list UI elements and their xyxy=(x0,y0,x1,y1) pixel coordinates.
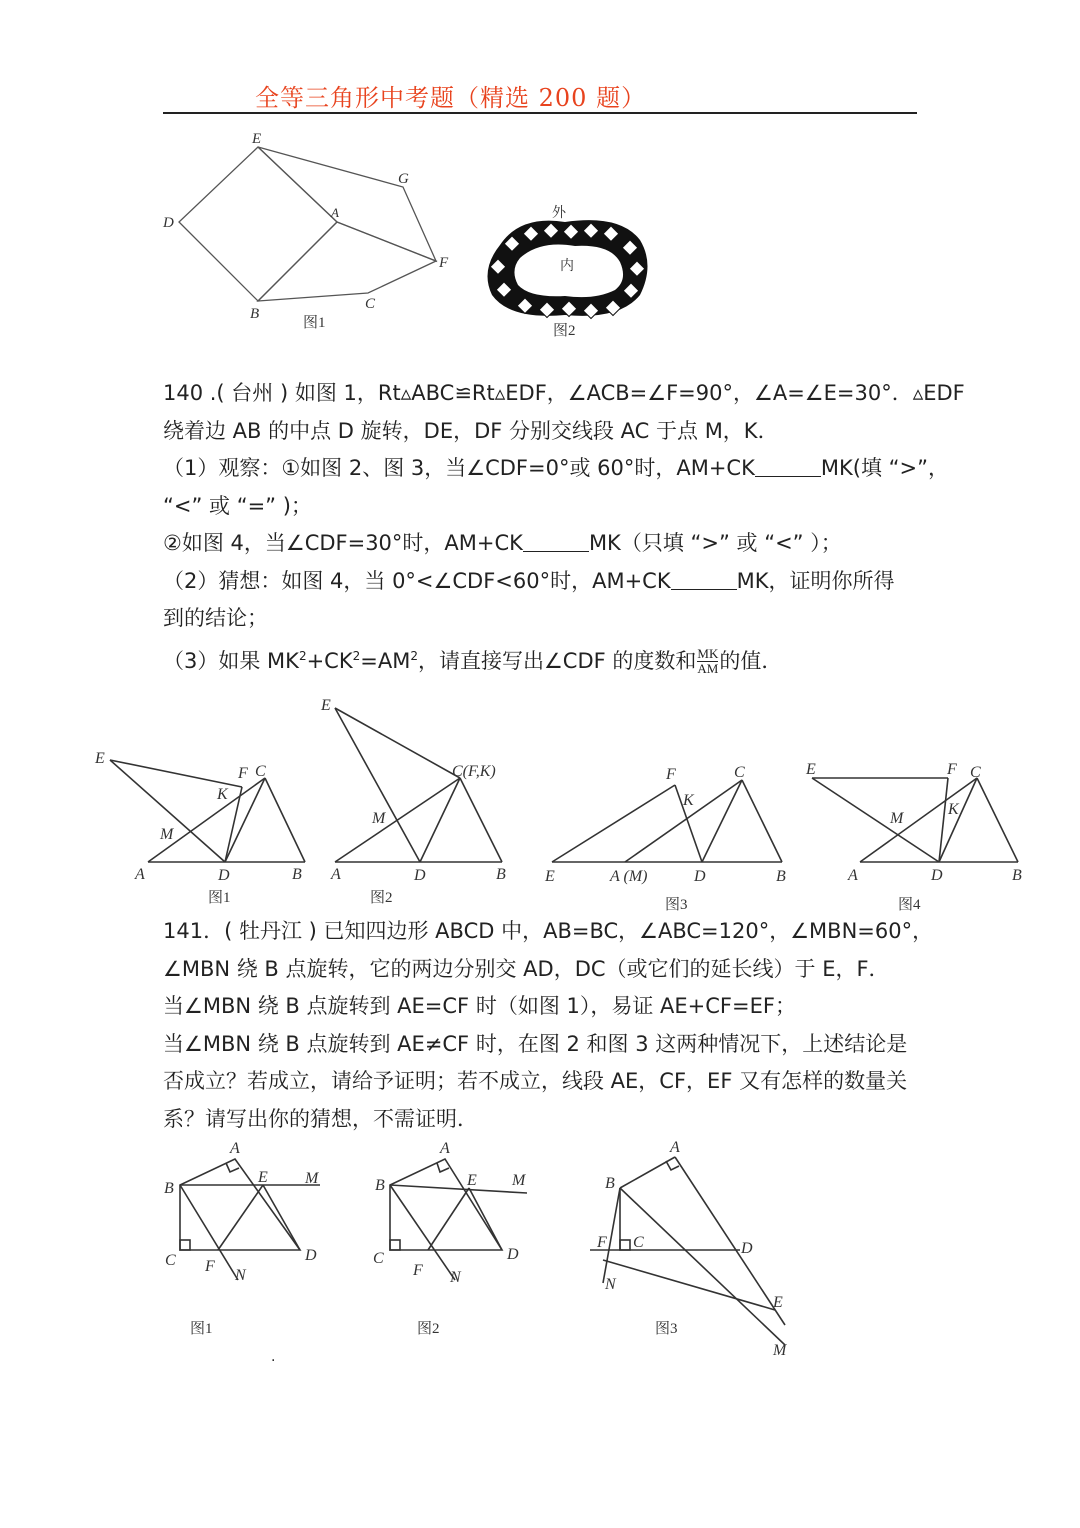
header-divider xyxy=(163,112,917,114)
f141-caption-3: 图3 xyxy=(655,1321,678,1337)
p140-line-2: 绕着边 AB 的中点 D 旋转，DE，DF 分别交线段 AC 于点 M，K． xyxy=(163,418,779,443)
f141-2-B: B xyxy=(375,1177,385,1194)
problem-141 xyxy=(163,913,934,1138)
f141-1-F: F xyxy=(205,1258,215,1275)
answer-blank[interactable] xyxy=(671,569,737,590)
f140-2-E: E xyxy=(321,697,331,714)
fig1-label-C: C xyxy=(365,296,376,312)
page-title: 全等三角形中考题（精选 200 题） xyxy=(255,84,647,112)
f141-caption-1: 图1 xyxy=(190,1321,213,1337)
f140-2-M: M xyxy=(372,810,386,827)
f140-caption-4: 图4 xyxy=(898,897,921,913)
f141-3-D: D xyxy=(741,1240,753,1257)
f141-3-B: B xyxy=(605,1175,615,1192)
f141-2-E: E xyxy=(467,1172,477,1189)
f140-2-CFK: C(F,K) xyxy=(452,763,496,780)
f141-3-C: C xyxy=(633,1234,644,1251)
answer-blank[interactable] xyxy=(523,531,589,552)
p140-line-6: （2）猜想：如图 4，当 0°<∠CDF<60°时，AM+CK MK，证明你所得 xyxy=(163,568,895,593)
f140-4-B: B xyxy=(1012,867,1022,884)
f141-2-D: D xyxy=(507,1246,519,1263)
f140-4-E: E xyxy=(806,761,816,778)
f140-1-F: F xyxy=(238,765,248,782)
f140-1-M: M xyxy=(160,826,174,843)
f140-4-C: C xyxy=(970,764,981,781)
top-figure-2 xyxy=(480,200,655,345)
f140-3-B: B xyxy=(776,868,786,885)
top-fig2-caption: 图2 xyxy=(553,323,576,339)
p140-line-1: 140 .( 台州 ) 如图 1，Rt▵ABC≌Rt▵EDF，∠ACB=∠F=90°，∠A=∠E=30°．▵EDF xyxy=(163,381,965,405)
p141-line-5: 否成立？若成立，请给予证明；若不成立，线段 AE，CF，EF 又有怎样的数量关 xyxy=(163,1069,908,1093)
f140-2-B: B xyxy=(496,866,506,883)
f140-1-K: K xyxy=(217,786,228,803)
f141-3-E: E xyxy=(773,1294,783,1311)
f140-1-E: E xyxy=(95,750,105,767)
f140-2-D: D xyxy=(414,867,426,884)
figures-140 xyxy=(90,690,1035,915)
f140-3-C: C xyxy=(734,764,745,781)
top-figure-1 xyxy=(155,125,455,340)
f141-caption-2: 图2 xyxy=(417,1321,440,1337)
p141-line-3: 当∠MBN 绕 B 点旋转到 AE=CF 时（如图 1），易证 AE+CF=EF； xyxy=(163,994,796,1018)
f140-caption-1: 图1 xyxy=(208,890,231,906)
f141-3-A: A xyxy=(670,1139,680,1156)
f141-1-N: N xyxy=(235,1267,246,1284)
f141-3-F: F xyxy=(597,1234,607,1251)
f141-2-M: M xyxy=(512,1172,526,1189)
f140-caption-2: 图2 xyxy=(370,890,393,906)
footer-dot: . xyxy=(271,1349,276,1365)
top-fig1-caption: 图1 xyxy=(303,315,326,331)
f141-3-M: M xyxy=(773,1342,787,1359)
p141-line-1: 141．( 牡丹江 ) 已知四边形 ABCD 中，AB=BC，∠ABC=120°，∠MBN=60°， xyxy=(163,919,934,943)
p140-line-3: （1）观察：①如图 2、图 3，当∠CDF=0°或 60°时，AM+CK MK(填 “>”， xyxy=(163,456,949,480)
fig1-label-G: G xyxy=(398,171,409,187)
f140-4-K: K xyxy=(948,801,959,818)
fraction-mk-am: $\frac{MK}{AM}$ xyxy=(697,646,719,676)
answer-blank[interactable] xyxy=(755,456,821,477)
f140-3-K: K xyxy=(683,792,694,809)
f141-1-D: D xyxy=(305,1247,317,1264)
p140-line-8: （3）如果 $MK^2+CK^2=AM^2$，请直接写出∠CDF 的度数和 $\frac{MK}{AM}$ 的值． xyxy=(163,646,783,676)
fig1-label-A: A xyxy=(331,205,339,220)
f141-2-F: F xyxy=(413,1262,423,1279)
f140-3-D: D xyxy=(694,868,706,885)
fig1-label-E: E xyxy=(252,131,262,147)
f141-1-A: A xyxy=(230,1140,240,1157)
f140-1-D: D xyxy=(218,867,230,884)
fig2-outer-label: 外 xyxy=(552,206,566,221)
f141-3-N: N xyxy=(605,1276,616,1293)
f140-3-AM: A (M) xyxy=(610,868,648,885)
p140-line-5: ②如图 4，当∠CDF=30°时，AM+CK MK（只填 “>” 或 “<” ）； xyxy=(163,531,842,555)
fig1-label-D: D xyxy=(163,215,174,231)
f140-3-F: F xyxy=(666,766,676,783)
f141-2-A: A xyxy=(440,1140,450,1157)
f140-1-A: A xyxy=(135,866,145,883)
f140-4-F: F xyxy=(947,761,957,778)
fig1-label-B: B xyxy=(250,306,260,322)
p141-line-2: ∠MBN 绕 B 点旋转，它的两边分别交 AD，DC（或它们的延长线）于 E，F． xyxy=(163,956,890,981)
f141-2-N: N xyxy=(450,1269,461,1286)
fig1-label-F: F xyxy=(439,255,449,271)
f140-1-C: C xyxy=(255,763,266,780)
f140-4-D: D xyxy=(931,867,943,884)
f141-1-C: C xyxy=(165,1252,176,1269)
f141-1-M: M xyxy=(305,1170,319,1187)
figures-141 xyxy=(155,1135,805,1360)
p141-line-4: 当∠MBN 绕 B 点旋转到 AE≠CF 时，在图 2 和图 3 这两种情况下，上述结论是 xyxy=(163,1031,908,1056)
p140-line-7: 到的结论； xyxy=(163,606,268,630)
p141-line-6: 系？请写出你的猜想，不需证明． xyxy=(163,1106,478,1131)
f140-4-A: A xyxy=(848,867,858,884)
fig2-inner-label: 内 xyxy=(560,259,574,274)
f140-1-B: B xyxy=(292,866,302,883)
f140-2-A: A xyxy=(331,866,341,883)
f140-caption-3: 图3 xyxy=(665,897,688,913)
f140-4-M: M xyxy=(890,810,904,827)
problem-140 xyxy=(163,375,965,680)
f140-3-E: E xyxy=(545,868,555,885)
p140-line-4: “<” 或 “=” )； xyxy=(163,493,312,518)
f141-2-C: C xyxy=(373,1250,384,1267)
f141-1-B: B xyxy=(164,1180,174,1197)
f141-1-E: E xyxy=(258,1169,268,1186)
